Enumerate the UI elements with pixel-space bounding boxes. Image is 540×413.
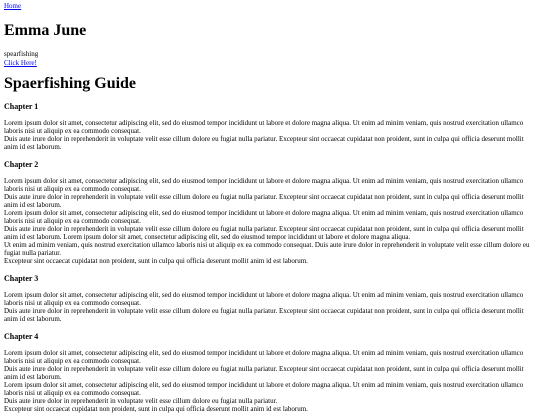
chapter-paragraph: Lorem ipsum dolor sit amet, consectetur adipiscing elit, sed do eiusmod tempor incididunt ut labore et dolore magna aliqua. Ut enim ad minim veniam, quis nostrud exercitation ullamco laboris nisi ut aliquip ex ea commodo consequat.	[4, 349, 524, 365]
chapter-paragraph: Duis aute irure dolor in reprehenderit in voluptate velit esse cillum dolore eu fugiat nulla pariatur. Excepteur sint occaecat cupidatat non proident, sunt in culpa qui officia deserunt mollit anim id est laborum.	[4, 193, 524, 209]
click-here-link[interactable]: Click Here!	[4, 59, 37, 67]
chapter-paragraph: Lorem ipsum dolor sit amet, consectetur adipiscing elit, sed do eiusmod tempor incididunt ut labore et dolore magna aliqua. Ut enim ad minim veniam, quis nostrud exercitation ullamco laboris nisi ut aliquip ex ea commodo consequat.	[4, 291, 524, 307]
chapter-title: Chapter 4	[4, 332, 39, 341]
spearfishing-image: spearfishing	[4, 50, 39, 58]
chapter-section	[4, 160, 536, 265]
chapter-title: Chapter 3	[4, 274, 39, 283]
author-name: Emma June	[4, 22, 87, 39]
chapter-section	[4, 332, 536, 413]
chapter-paragraph: Duis aute irure dolor in reprehenderit in voluptate velit esse cillum dolore eu fugiat nulla pariatur. Excepteur sint occaecat cupidatat non proident, sunt in culpa qui officia deserunt mollit anim id est laborum.	[4, 135, 524, 151]
chapter-paragraph: Duis aute irure dolor in reprehenderit in voluptate velit esse cillum dolore eu fugiat nulla pariatur. Excepteur sint occaecat cupidatat non proident, sunt in culpa qui officia deserunt mollit anim id est laborum.	[4, 307, 524, 323]
chapter-section	[4, 274, 536, 323]
chapter-paragraph: Lorem ipsum dolor sit amet, consectetur adipiscing elit, sed do eiusmod tempor incididunt ut labore et dolore magna aliqua. Ut enim ad minim veniam, quis nostrud exercitation ullamco laboris nisi ut aliquip ex ea commodo consequat.	[4, 381, 524, 397]
chapter-paragraph: Duis aute irure dolor in reprehenderit in voluptate velit esse cillum dolore eu fugiat nulla pariatur. Excepteur sint occaecat cupidatat non proident, sunt in culpa qui officia deserunt mollit anim id est laborum. Lorem ipsum dolor sit amet, consectetur adipiscing elit, sed do eiusmod tempor incididunt ut labore et dolore magna aliqua.	[4, 225, 524, 241]
chapter-paragraph: Lorem ipsum dolor sit amet, consectetur adipiscing elit, sed do eiusmod tempor incididunt ut labore et dolore magna aliqua. Ut enim ad minim veniam, quis nostrud exercitation ullamco laboris nisi ut aliquip ex ea commodo consequat.	[4, 119, 524, 135]
chapter-title: Chapter 1	[4, 102, 39, 111]
page-title: Spaerfishing Guide	[4, 75, 137, 92]
chapter-paragraph: Duis aute irure dolor in reprehenderit in voluptate velit esse cillum dolore eu fugiat nulla pariatur. Excepteur sint occaecat cupidatat non proident, sunt in culpa qui officia deserunt mollit anim id est laborum.	[4, 365, 524, 381]
chapter-section	[4, 102, 536, 151]
chapter-paragraph: Ut enim ad minim veniam, quis nostrud exercitation ullamco laboris nisi ut aliquip ex ea commodo consequat. Duis aute irure dolor in reprehenderit in voluptate velit esse cillum dolore eu fugiat nulla pariatur.	[4, 241, 530, 257]
chapter-paragraph: Lorem ipsum dolor sit amet, consectetur adipiscing elit, sed do eiusmod tempor incididunt ut labore et dolore magna aliqua. Ut enim ad minim veniam, quis nostrud exercitation ullamco laboris nisi ut aliquip ex ea commodo consequat.	[4, 209, 524, 225]
home-link[interactable]: Home	[4, 2, 22, 10]
chapter-title: Chapter 2	[4, 160, 39, 169]
chapter-paragraph: Lorem ipsum dolor sit amet, consectetur adipiscing elit, sed do eiusmod tempor incididunt ut labore et dolore magna aliqua. Ut enim ad minim veniam, quis nostrud exercitation ullamco laboris nisi ut aliquip ex ea commodo consequat.	[4, 177, 524, 193]
chapters-container	[4, 102, 536, 413]
chapter-paragraph: Excepteur sint occaecat cupidatat non proident, sunt in culpa qui officia deserunt mollit anim id est laborum.	[4, 405, 308, 413]
chapter-paragraph: Duis aute irure dolor in reprehenderit in voluptate velit esse cillum dolore eu fugiat nulla pariatur.	[4, 397, 278, 405]
chapter-paragraph: Excepteur sint occaecat cupidatat non proident, sunt in culpa qui officia deserunt mollit anim id est laborum.	[4, 257, 308, 265]
